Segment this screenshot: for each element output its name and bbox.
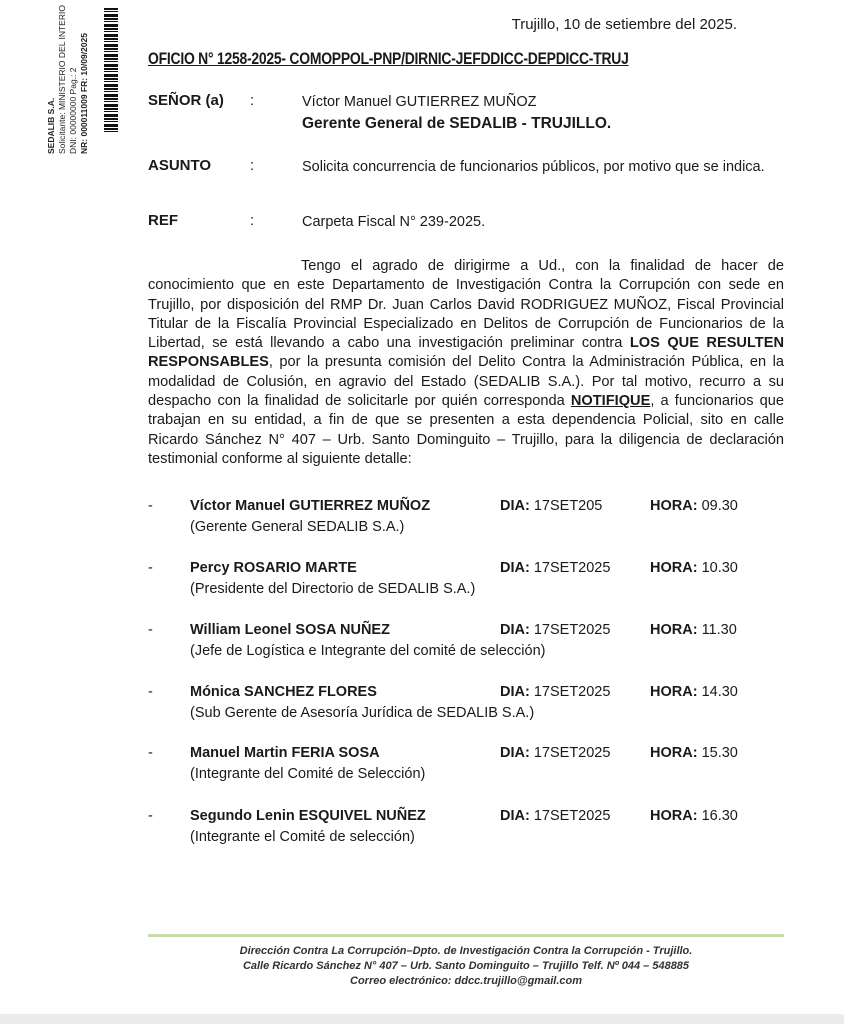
entry-dia — [500, 498, 602, 514]
entry-hora-value: 16.30 — [701, 808, 738, 824]
dia-label: DIA: — [500, 622, 530, 638]
entry-dia-value: 17SET2025 — [533, 808, 611, 824]
stamp-text — [46, 5, 90, 154]
witness-entry — [148, 560, 788, 602]
entry-hora — [650, 498, 738, 514]
entry-name: Víctor Manuel GUTIERREZ MUÑOZ — [190, 498, 431, 514]
entry-dia — [500, 622, 610, 638]
entry-name: William Leonel SOSA NUÑEZ — [190, 622, 390, 638]
asunto-colon: : — [250, 157, 255, 174]
footer-address: Calle Ricardo Sánchez N° 407 – Urb. Santo Dominguito – Trujillo Telf. Nº 044 – 548885 — [242, 960, 690, 972]
footer-email: Correo electrónico: ddcc.trujillo@gmail.com — [350, 975, 582, 987]
entry-dia-value: 17SET2025 — [533, 560, 611, 576]
asunto-text: Solicita concurrencia de funcionarios públicos, por motivo que se indica. — [302, 159, 765, 175]
ref-colon: : — [250, 212, 255, 229]
entry-dash: - — [148, 498, 153, 514]
ref-label: REF — [148, 212, 178, 229]
recipient-name: Víctor Manuel GUTIERREZ MUÑOZ — [302, 94, 537, 110]
entry-dia — [500, 808, 610, 824]
entry-hora-value: 14.30 — [701, 684, 738, 700]
body-text-part1: Tengo el agrado de dirigirme a Ud., con la finalidad de hacer de conocimiento que en este Departamento de Investigación Contra la Corrupción con sede en Trujillo, por disposición del RMP Dr. Juan Carlos David RODRIGUEZ MUÑOZ, Fiscal Provincial Titular de la Fiscalía Provincial Especializado en Delitos de Corrupción de Funcionarios de la Libertad, se está llevando a cabo una investigación preliminar contra — [148, 258, 784, 352]
scan-edge — [0, 1014, 844, 1024]
body-text-part3: , a funcionarios que trabajan en su entidad, a fin de que se presenten a esta dependencia Policial, sito en calle Ricardo Sánchez N° 407 – Urb. Santo Dominguito – Trujillo, para la diligencia de declaración testimonial conforme al siguiente detalle: — [148, 393, 784, 467]
entry-role: (Jefe de Logística e Integrante del comité de selección) — [190, 643, 546, 659]
entry-dia-value: 17SET2025 — [533, 622, 611, 638]
entry-hora-value: 15.30 — [701, 745, 738, 761]
entry-dash: - — [148, 622, 153, 638]
dia-label: DIA: — [500, 684, 530, 700]
entry-dia — [500, 684, 610, 700]
footer — [148, 944, 784, 989]
document-date: Trujillo, 10 de setiembre del 2025. — [511, 16, 737, 33]
body-paragraph — [148, 257, 784, 469]
hora-label: HORA: — [650, 808, 698, 824]
footer-rule — [148, 934, 784, 937]
entry-name: Mónica SANCHEZ FLORES — [190, 684, 377, 700]
entry-dash: - — [148, 808, 153, 824]
entry-hora — [650, 622, 737, 638]
hora-label: HORA: — [650, 498, 698, 514]
entry-hora — [650, 808, 738, 824]
hora-label: HORA: — [650, 684, 698, 700]
witness-entry — [148, 498, 788, 540]
asunto-label: ASUNTO — [148, 157, 212, 174]
entry-hora — [650, 745, 738, 761]
entry-role: (Presidente del Directorio de SEDALIB S.A.) — [190, 581, 476, 597]
entry-dash: - — [148, 745, 153, 761]
reception-stamp — [2, 4, 120, 154]
hora-label: HORA: — [650, 622, 698, 638]
entry-role: (Gerente General SEDALIB S.A.) — [190, 519, 405, 535]
entry-dia-value: 17SET2025 — [533, 684, 611, 700]
entry-dash: - — [148, 684, 153, 700]
entry-name: Segundo Lenin ESQUIVEL NUÑEZ — [190, 808, 426, 824]
stamp-nr: NR: 000011009 FR: 10/09/2025 — [79, 33, 89, 154]
entry-hora-value: 11.30 — [701, 622, 737, 638]
entry-hora-value: 09.30 — [701, 498, 738, 514]
hora-label: HORA: — [650, 560, 698, 576]
entry-role: (Sub Gerente de Asesoría Jurídica de SEDALIB S.A.) — [190, 705, 535, 721]
dia-label: DIA: — [500, 745, 530, 761]
stamp-company: SEDALIB S.A. — [46, 97, 56, 154]
dia-label: DIA: — [500, 808, 530, 824]
dia-label: DIA: — [500, 560, 530, 576]
hora-label: HORA: — [650, 745, 698, 761]
body-bold-responsables: LOS QUE RESULTEN RESPONSABLES — [148, 335, 784, 371]
senor-label: SEÑOR (a) — [148, 92, 224, 109]
entry-dia-value: 17SET2025 — [533, 745, 611, 761]
entry-dia — [500, 745, 610, 761]
dia-label: DIA: — [500, 498, 530, 514]
oficio-number: OFICIO N° 1258-2025- COMOPPOL-PNP/DIRNIC-JEFDDICC-DEPDICC-TRUJ — [148, 49, 629, 68]
senor-colon: : — [250, 92, 255, 109]
entry-name: Percy ROSARIO MARTE — [190, 560, 357, 576]
footer-department: Dirección Contra La Corrupción–Dpto. de Investigación Contra la Corrupción - Trujillo. — [239, 945, 693, 957]
entry-hora — [650, 684, 738, 700]
entry-dia-value: 17SET205 — [533, 498, 603, 514]
witness-entry — [148, 808, 788, 850]
body-text-part2: , por la presunta comisión del Delito Contra la Administración Pública, en la modalidad de Colusión, en agravio del Estado (SEDALIB S.A.). Por tal motivo, recurro a su despacho con la finalidad de solicitarle por quién corresponda — [148, 354, 784, 410]
entry-hora — [650, 560, 738, 576]
entry-role: (Integrante el Comité de selección) — [190, 829, 415, 845]
stamp-requester: Solicitante: MINISTERIO DEL INTERIO — [57, 5, 67, 154]
entry-hora-value: 10.30 — [701, 560, 738, 576]
entry-role: (Integrante del Comité de Selección) — [190, 766, 426, 782]
witness-entry — [148, 745, 788, 787]
witness-entry — [148, 684, 788, 726]
stamp-dni: DNI: 00000000 Pag.: 2 — [68, 67, 78, 154]
entry-name: Manuel Martin FERIA SOSA — [190, 745, 380, 761]
body-bold-notifique: NOTIFIQUE — [570, 393, 651, 410]
barcode-icon — [104, 8, 118, 132]
recipient-position: Gerente General de SEDALIB - TRUJILLO. — [302, 115, 612, 132]
entry-dash: - — [148, 560, 153, 576]
witness-entry — [148, 622, 788, 664]
ref-text: Carpeta Fiscal N° 239-2025. — [302, 214, 486, 230]
entry-dia — [500, 560, 610, 576]
